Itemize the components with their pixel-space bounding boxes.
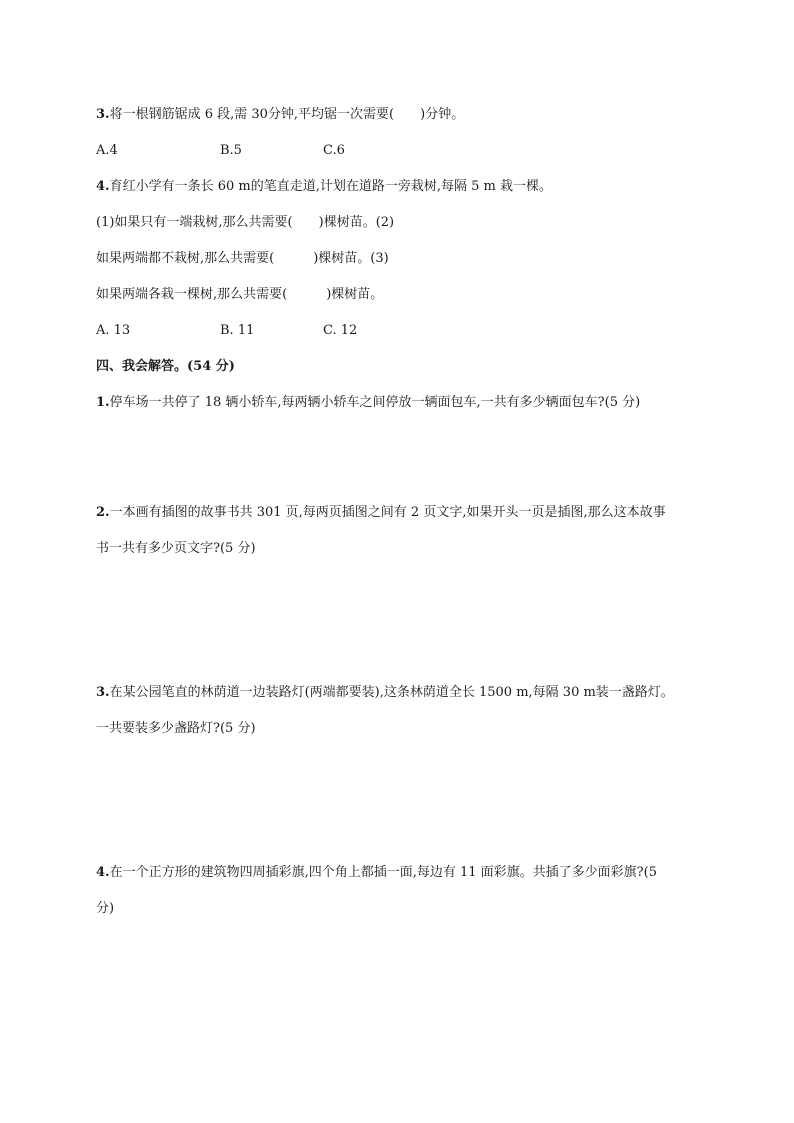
problem-text: 一本画有插图的故事书共 301 页,每两页插图之间有 2 页文字,如果开头一页是插图,那么这本故事: [109, 505, 666, 520]
problem-text: 停车场一共停了 18 辆小轿车,每两辆小轿车之间停放一辆面包车,一共有多少辆面包车?(5 分): [109, 395, 641, 410]
problem-number: 2.: [96, 505, 110, 520]
problem-3-continued: 一共要装多少盏路灯?(5 分): [96, 721, 256, 736]
problem-number: 4.: [96, 865, 110, 880]
problem-number: 1.: [96, 395, 110, 410]
problem-3: [96, 684, 674, 702]
option-b: B. 11: [220, 323, 255, 338]
sub-question-2: 如果两端都不栽树,那么共需要( )棵树苗。(3): [96, 251, 389, 266]
option-b: B.5: [220, 143, 242, 158]
problem-4: [96, 864, 657, 882]
option-c: C. 12: [323, 323, 358, 338]
sub-question-3: 如果两端各栽一棵树,那么共需要( )棵树苗。: [96, 287, 384, 302]
problem-2: [96, 504, 666, 522]
choice-question-4: [96, 178, 552, 196]
question-number: 3.: [96, 107, 110, 122]
option-a: A. 13: [96, 323, 131, 338]
choice-question-3: [96, 106, 464, 124]
section-heading: 四、我会解答。(54 分): [96, 359, 235, 374]
problem-2-continued: 书一共有多少页文字?(5 分): [96, 541, 256, 556]
question-text: 将一根钢筋锯成 6 段,需 30分钟,平均锯一次需要( )分钟。: [109, 107, 465, 122]
problem-text: 在一个正方形的建筑物四周插彩旗,四个角上都插一面,每边有 11 面彩旗。共插了多少面彩旗?(5: [109, 865, 657, 880]
problem-number: 3.: [96, 685, 110, 700]
option-c: C.6: [323, 143, 345, 158]
question-text: 育红小学有一条长 60 m的笔直走道,计划在道路一旁栽树,每隔 5 m 栽一棵。: [109, 179, 552, 194]
option-a: A.4: [96, 143, 118, 158]
sub-question-1: (1)如果只有一端栽树,那么共需要( )棵树苗。(2): [96, 215, 395, 230]
question-number: 4.: [96, 179, 110, 194]
problem-text: 在某公园笔直的林荫道一边装路灯(两端都要装),这条林荫道全长 1500 m,每隔 30 m装一盏路灯。: [109, 685, 674, 700]
problem-4-continued: 分): [96, 901, 115, 916]
problem-1: [96, 394, 640, 412]
